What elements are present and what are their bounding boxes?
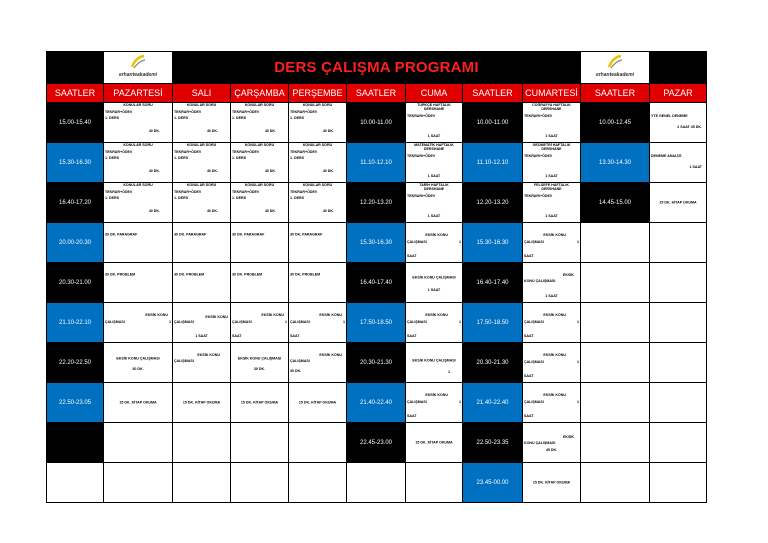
- logo-left: [104, 52, 173, 84]
- lesson-cell: KONULAR SORU TEKRAR+ÖDEV 1. DERS 40 DK.: [104, 103, 173, 143]
- time-cell: 12.20-13.20: [463, 183, 523, 223]
- header-persembe: PERŞEMBE: [289, 84, 347, 103]
- header-saatler: SAATLER: [347, 84, 406, 103]
- time-cell: 20.00-20.30: [47, 223, 104, 263]
- time-cell: 20.30-21.00: [47, 263, 104, 303]
- kitap-cell: 15 DK. KİTAP OKUMA: [523, 463, 581, 503]
- empty-cell: [289, 423, 347, 463]
- eksik-cell: EKSİK KONU ÇALIŞMASI 1 SAAT: [523, 343, 581, 383]
- kitap-cell: 15 DK. KİTAP OKUMA: [173, 383, 231, 423]
- time-cell: 17.50-18.50: [463, 303, 523, 343]
- empty-cell: [347, 463, 406, 503]
- empty-cell: [650, 343, 707, 383]
- eksik-cell: EKSİK KONU ÇALIŞMASI 1 SAAT: [523, 223, 581, 263]
- eksik-cell: EKSİK KONU ÇALIŞMASI 1 SAAT: [406, 383, 463, 423]
- time-cell: 10.00-11.00: [463, 103, 523, 143]
- empty-cell: [650, 383, 707, 423]
- header-carsamba: ÇARŞAMBA: [231, 84, 289, 103]
- paragraf-cell: 30 DK. PARAGRAF: [231, 223, 289, 263]
- empty-cell: [650, 423, 707, 463]
- empty-cell: [581, 423, 650, 463]
- time-cell: 10.00-12.45: [581, 103, 650, 143]
- time-cell: 14.45-15.00: [581, 183, 650, 223]
- eksik-cell: EKSİK KONU ÇALIŞMASI 45 DK.: [523, 423, 581, 463]
- time-cell: 20.30-21.30: [463, 343, 523, 383]
- subject-cell: TÜRKÇE HAFTALIK DERSHANE TEKRARI+ÖDEV 1 SAAT: [406, 103, 463, 143]
- empty-cell: [581, 383, 650, 423]
- pen-logo-icon: [130, 55, 146, 69]
- empty-cell: [231, 463, 289, 503]
- time-cell: 16.40-17.40: [463, 263, 523, 303]
- time-cell: 11.10-12.10: [463, 143, 523, 183]
- logo-text: erhanteakademi: [595, 72, 635, 78]
- logo-text: erhanteakademi: [118, 72, 158, 78]
- lesson-cell: KONULAR SORU TEKRAR+ÖDEV 1. DERS 40 DK.: [289, 103, 347, 143]
- kitap-cell: 15 DK. KİTAP OKUMA: [650, 183, 707, 223]
- lesson-cell: KONULAR SORU TEKRAR+ÖDEV 1. DERS 40 DK.: [173, 103, 231, 143]
- time-cell: 12.20-13.20: [347, 183, 406, 223]
- problem-cell: 30 DK. PROBLEM: [104, 263, 173, 303]
- empty-cell: [581, 343, 650, 383]
- empty-cell: [173, 423, 231, 463]
- empty-cell: [406, 463, 463, 503]
- eksik-cell: EKSİK KONU ÇALIŞMASI 1 SAAT: [173, 303, 231, 343]
- corner-cell: [650, 52, 707, 84]
- eksik-cell: EKSİK KONU ÇALIŞMASI 1 SAAT: [406, 263, 463, 303]
- lesson-cell: KONULAR SORU TEKRAR+ÖDEV 1. DERS 40 DK.: [231, 103, 289, 143]
- paragraf-cell: 30 DK. PARAGRAF: [173, 223, 231, 263]
- eksik-cell: EKSİK KONU ÇALIŞMASI 30 DK.: [104, 343, 173, 383]
- time-cell: 22.20-22.50: [47, 343, 104, 383]
- time-cell: 11.10-12.10: [347, 143, 406, 183]
- time-cell: 17.50-18.50: [347, 303, 406, 343]
- pen-logo-icon: [607, 55, 623, 69]
- time-cell: 16.40-17.40: [347, 263, 406, 303]
- corner-cell: [47, 52, 104, 84]
- header-cumartesi: CUMARTESİ: [523, 84, 581, 103]
- subject-cell: FELSEFE HAFTALIK DERSHANE TEKRARI+ÖDEV 1 SAAT: [523, 183, 581, 223]
- eksik-cell: EKSİK KONU ÇALIŞMASI 1 SAAT: [406, 303, 463, 343]
- time-cell: 15.30-16.30: [347, 223, 406, 263]
- header-saatler: SAATLER: [463, 84, 523, 103]
- time-cell: 22.45-23.00: [347, 423, 406, 463]
- header-saatler: SAATLER: [47, 84, 104, 103]
- time-cell: 21.40-22.40: [347, 383, 406, 423]
- subject-cell: MATEMATİK HAFTALIK DERSHANE TEKRARI+ÖDEV 1 SAAT: [406, 143, 463, 183]
- lesson-cell: KONULAR SORU TEKRAR+ÖDEV 1. DERS 40 DK.: [104, 143, 173, 183]
- header-pazar: PAZAR: [650, 84, 707, 103]
- header-cuma: CUMA: [406, 84, 463, 103]
- paragraf-cell: 30 DK. PARAGRAF: [289, 223, 347, 263]
- header-saatler: SAATLER: [581, 84, 650, 103]
- empty-cell: [650, 223, 707, 263]
- kitap-cell: 15 DK. KİTAP OKUMA: [104, 383, 173, 423]
- problem-cell: 30 DK. PROBLEM: [289, 263, 347, 303]
- problem-cell: 30 DK. PROBLEM: [173, 263, 231, 303]
- empty-cell: [289, 463, 347, 503]
- page-title: DERS ÇALIŞMA PROGRAMI: [173, 52, 581, 84]
- time-cell: 15.00-15.40: [47, 103, 104, 143]
- empty-cell: [173, 463, 231, 503]
- empty-cell: [581, 263, 650, 303]
- header-sali: SALI: [173, 84, 231, 103]
- empty-cell: [104, 463, 173, 503]
- lesson-cell: KONULAR SORU TEKRAR+ÖDEV 1. DERS 40 DK.: [289, 143, 347, 183]
- lesson-cell: KONULAR SORU TEKRAR+ÖDEV 1. DERS 40 DK.: [231, 183, 289, 223]
- empty-cell: [650, 263, 707, 303]
- empty-cell: [650, 463, 707, 503]
- empty-cell: [581, 463, 650, 503]
- time-cell: 15.30-16.30: [47, 143, 104, 183]
- time-cell: 20.30-21.30: [347, 343, 406, 383]
- header-pazartesi: PAZARTESİ: [104, 84, 173, 103]
- lesson-cell: KONULAR SORU TEKRAR+ÖDEV 1. DERS 40 DK.: [104, 183, 173, 223]
- eksik-cell: EKSİK KONU ÇALIŞMASI: [173, 343, 231, 383]
- time-cell: 21.40-22.40: [463, 383, 523, 423]
- blank-time-cell: [47, 423, 104, 463]
- time-cell: 16.40-17.20: [47, 183, 104, 223]
- subject-cell: GEOMETRİ HAFTALIK DERSHANE TEKRARI+ÖDEV 1 SAAT: [523, 143, 581, 183]
- empty-cell: [581, 223, 650, 263]
- problem-cell: 30 DK. PROBLEM: [231, 263, 289, 303]
- time-cell: 10.00-11.00: [347, 103, 406, 143]
- time-cell: 13.30-14.30: [581, 143, 650, 183]
- eksik-cell: EKSİK KONU ÇALIŞMASI 1 SAAT: [289, 303, 347, 343]
- eksik-cell: EKSİK KONU ÇALIŞMASI 1 SAAT: [523, 263, 581, 303]
- eksik-cell: EKSİK KONU ÇALIŞMASI 1 SAAT: [406, 223, 463, 263]
- empty-cell: [581, 303, 650, 343]
- time-cell: 23.45-00.00: [463, 463, 523, 503]
- kitap-cell: 15 DK. KİTAP OKUMA: [406, 423, 463, 463]
- subject-cell: COĞRAFYA HAFTALIK DERSHANE TEKRARI+ÖDEV 1 SAAT: [523, 103, 581, 143]
- eksik-cell: EKSİK KONU ÇALIŞMASI 1 SAAT: [231, 303, 289, 343]
- empty-cell: [104, 423, 173, 463]
- study-schedule-table: [46, 51, 707, 503]
- time-cell: 15.30-16.30: [463, 223, 523, 263]
- time-cell: 22.50-23.35: [463, 423, 523, 463]
- lesson-cell: KONULAR SORU TEKRAR+ÖDEV 1. DERS 40 DK.: [231, 143, 289, 183]
- eksik-cell: EKSİK KONU ÇALIŞMASI 1 SAAT: [523, 303, 581, 343]
- analiz-cell: DENEME ANALİZİ 1 SAAT: [650, 143, 707, 183]
- deneme-cell: YTE GENEL DENEME 2 SAAT 45 DK.: [650, 103, 707, 143]
- kitap-cell: 15 DK. KİTAP OKUMA: [289, 383, 347, 423]
- eksik-cell: EKSİK KONU ÇALIŞMASI 1: [406, 343, 463, 383]
- lesson-cell: KONULAR SORU TEKRAR+ÖDEV 1. DERS 40 DK.: [173, 143, 231, 183]
- logo-right: [581, 52, 650, 84]
- kitap-cell: 15 DK. KİTAP OKUMA: [231, 383, 289, 423]
- empty-cell: [47, 463, 104, 503]
- empty-cell: [231, 423, 289, 463]
- eksik-cell: EKSİK KONU ÇALIŞMASI 1 SAAT: [523, 383, 581, 423]
- lesson-cell: KONULAR SORU TEKRAR+ÖDEV 1. DERS 40 DK.: [289, 183, 347, 223]
- time-cell: 21.10-22.10: [47, 303, 104, 343]
- subject-cell: TARİH HAFTALIK DERSHANE TEKRARI+ÖDEV 1 SAAT: [406, 183, 463, 223]
- empty-cell: [650, 303, 707, 343]
- eksik-cell: EKSİK KONU ÇALIŞMASI 1: [104, 303, 173, 343]
- eksik-cell: EKSİK KONU ÇALIŞMASI 30 DK.: [289, 343, 347, 383]
- lesson-cell: KONULAR SORU TEKRAR+ÖDEV 1. DERS 40 DK.: [173, 183, 231, 223]
- paragraf-cell: 30 DK. PARAGRAF: [104, 223, 173, 263]
- time-cell: 22.50-23.05: [47, 383, 104, 423]
- eksik-cell: EKSİK KONU ÇALIŞMASI 30 DK.: [231, 343, 289, 383]
